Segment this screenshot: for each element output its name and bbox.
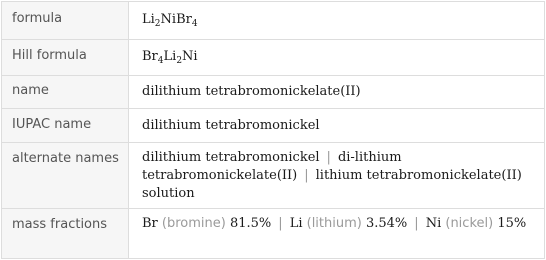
row-label-hill-formula: Hill formula xyxy=(12,48,87,63)
row-label-iupac-name: IUPAC name xyxy=(12,117,92,132)
row-label-name: name xyxy=(12,83,49,98)
hill-br: Br xyxy=(142,49,158,64)
formula-li: Li xyxy=(142,12,155,27)
name-value: dilithium tetrabromonickelate(II) xyxy=(142,84,361,99)
label-cell xyxy=(2,209,129,258)
label-cell xyxy=(2,143,129,208)
label-cell xyxy=(2,40,129,75)
mass-fraction-value: 81.5% xyxy=(229,216,272,231)
row-iupac-name xyxy=(2,108,544,142)
mass-fractions-value xyxy=(142,215,536,233)
hill-subscript: 2 xyxy=(176,56,183,66)
separator: | xyxy=(304,168,309,183)
mass-fraction-value: 15% xyxy=(497,216,527,231)
element-symbol: Li xyxy=(289,216,303,231)
element-name: (lithium) xyxy=(306,216,362,231)
row-label-alternate-names: alternate names xyxy=(12,151,119,166)
label-cell xyxy=(2,76,129,108)
element-name: (nickel) xyxy=(445,216,494,231)
alternate-name: di-lithium tetrabromonickelate(II) xyxy=(142,150,402,183)
alternate-names-value xyxy=(142,149,536,203)
element-symbol: Br xyxy=(142,216,158,231)
iupac-name-value: dilithium tetrabromonickel xyxy=(142,118,320,133)
formula-subscript: 4 xyxy=(191,19,198,29)
alternate-name: dilithium tetrabromonickel xyxy=(142,150,320,165)
hill-subscript: 4 xyxy=(157,56,164,66)
row-hill-formula xyxy=(2,39,544,75)
alternate-name: lithium tetrabromonickelate(II) solution xyxy=(142,168,522,201)
label-cell xyxy=(2,2,129,39)
row-formula xyxy=(2,2,544,39)
formula-subscript: 2 xyxy=(154,19,161,29)
row-name xyxy=(2,75,544,108)
separator: | xyxy=(326,150,331,165)
label-cell xyxy=(2,109,129,142)
hill-ni: Ni xyxy=(182,49,198,64)
properties-table xyxy=(1,1,545,259)
hill-li: Li xyxy=(163,49,177,64)
hill-formula-value xyxy=(142,48,536,66)
mass-fraction-value: 3.54% xyxy=(365,216,408,231)
row-label-mass-fractions: mass fractions xyxy=(12,217,108,232)
element-symbol: Ni xyxy=(425,216,442,231)
formula-nibr: NiBr xyxy=(160,12,192,27)
formula-value xyxy=(142,11,536,29)
separator: | xyxy=(414,216,419,231)
row-alternate-names xyxy=(2,142,544,208)
element-name: (bromine) xyxy=(161,216,226,231)
row-label-formula: formula xyxy=(12,11,63,26)
row-mass-fractions xyxy=(2,208,544,258)
separator: | xyxy=(278,216,283,231)
